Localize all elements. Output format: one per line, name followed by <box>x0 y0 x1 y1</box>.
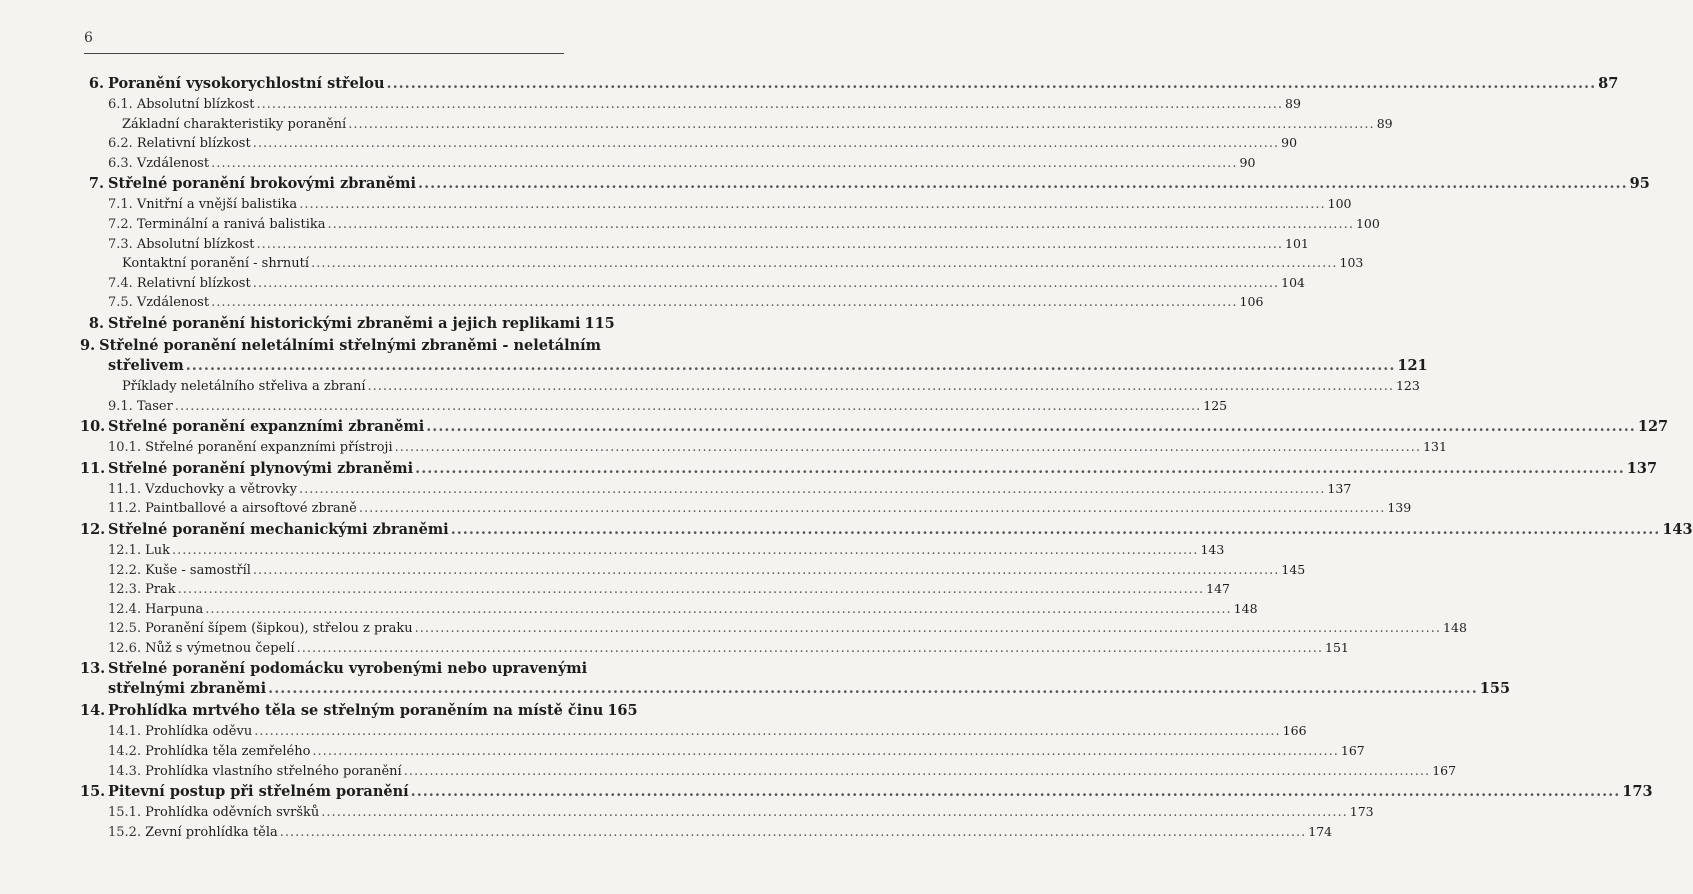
toc-leader-dots <box>254 722 1280 742</box>
toc-section-entry <box>80 396 1228 416</box>
toc-section-title: Luk <box>145 542 170 558</box>
toc-leader-dots <box>312 742 1338 762</box>
toc-leader-dots <box>253 134 1279 154</box>
toc-section-entry <box>80 153 1256 173</box>
toc-section-entry <box>80 618 1467 638</box>
toc-page-number: 166 <box>1282 723 1307 739</box>
toc-page-number: 106 <box>1239 294 1264 310</box>
toc-chapter-entry <box>80 174 1650 194</box>
toc-chapter-entry <box>80 417 1669 437</box>
toc-section-entry <box>80 94 1301 114</box>
toc-section-number: 15.1. <box>108 805 142 821</box>
toc-leader-dots <box>411 782 1621 802</box>
toc-section-title: Prohlídka oděvu <box>145 724 253 740</box>
toc-page-number: 155 <box>1479 680 1511 698</box>
toc-section-title: Taser <box>136 398 173 414</box>
toc-leader-dots <box>280 823 1306 843</box>
toc-chapter-title: Střelné poranění podomácku vyrobenými nebo upravenými <box>108 660 588 678</box>
toc-section-title: Nůž s výmetnou čepelí <box>145 640 295 656</box>
toc-leader-dots <box>205 600 1231 620</box>
toc-page-number: 89 <box>1285 96 1301 111</box>
toc-leader-dots <box>348 115 1374 135</box>
toc-page-number: 145 <box>1281 561 1306 577</box>
toc-section-entry <box>80 273 1306 293</box>
toc-chapter-entry <box>80 356 1428 376</box>
toc-page-number: 90 <box>1239 154 1256 170</box>
toc-chapter-number: 8. <box>88 314 104 332</box>
toc-chapter-title-line <box>80 659 588 679</box>
toc-chapter-entry <box>80 314 615 334</box>
toc-page-number: 125 <box>1203 397 1228 413</box>
toc-chapter-title: Pitevní postup při střelném poranění <box>108 783 409 801</box>
toc-leader-dots <box>268 679 1478 699</box>
toc-page-number: 95 <box>1629 175 1650 193</box>
toc-section-number: 12.4. <box>108 601 142 617</box>
toc-section-title: Vzdálenost <box>136 155 210 171</box>
toc-page-number: 115 <box>584 314 615 332</box>
toc-chapter-number: 11. <box>80 459 106 477</box>
toc-section-title: Harpuna <box>145 601 204 617</box>
toc-page-number: 101 <box>1285 235 1309 251</box>
toc-page-number: 104 <box>1281 274 1306 290</box>
toc-section-entry <box>80 214 1380 234</box>
toc-leader-dots <box>451 520 1661 540</box>
toc-leader-dots <box>186 356 1396 376</box>
toc-section-title: Kuše - samostříl <box>145 562 251 578</box>
toc-chapter-entry <box>80 459 1658 479</box>
toc-page-number: 103 <box>1339 255 1364 271</box>
toc-chapter-number: 9. <box>80 336 96 354</box>
toc-section-entry <box>80 437 1447 457</box>
toc-page-number: 123 <box>1395 377 1420 393</box>
toc-leader-dots <box>368 377 1394 397</box>
toc-leader-dots <box>426 417 1636 437</box>
toc-section-title: Relativní blízkost <box>136 136 251 152</box>
table-of-contents <box>80 72 1693 841</box>
toc-chapter-title-continued: střelnými zbraněmi <box>108 680 267 698</box>
toc-chapter-title-continued: střelivem <box>108 356 184 374</box>
toc-page-number: 173 <box>1622 783 1653 801</box>
toc-leader-dots <box>395 438 1421 458</box>
toc-chapter-title: Poranění vysokorychlostní střelou <box>108 75 385 92</box>
toc-section-entry <box>80 579 1230 599</box>
toc-section-title: Prohlídka oděvních svršků <box>145 805 320 821</box>
toc-section-number: 10.1. <box>108 440 142 456</box>
toc-leader-dots <box>327 215 1353 235</box>
toc-page-number: 151 <box>1325 639 1349 655</box>
toc-section-entry <box>80 133 1298 153</box>
toc-section-entry <box>80 498 1412 518</box>
toc-chapter-entry <box>80 701 638 721</box>
toc-section-entry <box>80 234 1309 254</box>
toc-chapter-title: Střelné poranění brokovými zbraněmi <box>108 175 417 193</box>
toc-leader-dots <box>321 803 1347 823</box>
toc-chapter-number: 7. <box>88 175 104 193</box>
toc-leader-dots <box>299 480 1325 500</box>
toc-page-number: 174 <box>1308 823 1333 839</box>
toc-section-title: Základní charakteristiky poranění <box>122 116 347 132</box>
toc-section-title: Paintballové a airsoftové zbraně <box>145 501 357 517</box>
toc-page-number: 148 <box>1443 620 1467 636</box>
toc-leader-dots <box>211 154 1237 174</box>
toc-page-number: 100 <box>1355 215 1380 231</box>
toc-section-number: 6.2. <box>108 136 133 152</box>
toc-leader-dots <box>297 639 1323 659</box>
toc-section-title: Zevní prohlídka těla <box>145 824 278 840</box>
toc-chapter-entry <box>80 679 1511 699</box>
toc-leader-dots <box>253 274 1279 294</box>
toc-section-number: 12.6. <box>108 640 142 656</box>
toc-chapter-number: 15. <box>80 783 106 801</box>
toc-leader-dots <box>311 254 1337 274</box>
toc-chapter-title: Střelné poranění historickými zbraněmi a jejich replikami <box>108 314 581 332</box>
toc-section-title: Vnitřní a vnější balistika <box>136 197 298 213</box>
toc-page-number: 165 <box>607 702 638 720</box>
toc-section-number: 15.2. <box>108 824 142 840</box>
toc-leader-dots <box>359 499 1385 519</box>
toc-chapter-number: 14. <box>80 702 106 720</box>
toc-section-number: 11.2. <box>108 501 142 517</box>
toc-leader-dots <box>253 561 1279 581</box>
toc-section-number: 6.3. <box>108 155 133 171</box>
toc-section-number: 7.3. <box>108 236 133 252</box>
toc-chapter-title: Střelné poranění plynovými zbraněmi <box>108 459 414 477</box>
toc-section-number: 12.3. <box>108 582 142 598</box>
toc-chapter-title: Střelné poranění neletálními střelnými zbraněmi - neletálním <box>99 336 601 354</box>
toc-section-entry <box>80 802 1374 822</box>
toc-section-number: 9.1. <box>108 398 133 414</box>
page-number: 6 <box>84 30 93 46</box>
toc-leader-dots <box>172 541 1198 561</box>
toc-section-number: 7.5. <box>108 295 133 311</box>
toc-section-title: Prohlídka vlastního střelného poranění <box>145 763 402 779</box>
toc-section-title: Kontaktní poranění - shrnutí <box>122 256 310 272</box>
toc-page-number: 127 <box>1637 418 1669 436</box>
toc-section-entry <box>80 194 1352 214</box>
toc-page-number: 143 <box>1662 520 1693 538</box>
toc-chapter-title-line <box>80 336 601 356</box>
toc-leader-dots <box>404 762 1430 782</box>
toc-page-number: 148 <box>1233 600 1258 616</box>
toc-chapter-title: Střelné poranění mechanickými zbraněmi <box>108 520 449 538</box>
toc-leader-dots <box>415 619 1441 639</box>
toc-page-number: 89 <box>1376 115 1393 131</box>
toc-section-entry <box>80 540 1225 560</box>
toc-section-title: Terminální a ranivá balistika <box>136 216 326 232</box>
toc-page-number: 173 <box>1349 804 1374 820</box>
toc-chapter-title: Prohlídka mrtvého těla se střelným poraněním na místě činu <box>108 702 604 720</box>
toc-chapter-number: 10. <box>80 418 106 436</box>
toc-page-number: 167 <box>1340 743 1365 759</box>
toc-section-number: 7.4. <box>108 275 133 291</box>
toc-section-title: Příklady neletálního střeliva a zbraní <box>122 378 366 394</box>
toc-section-entry <box>80 822 1333 842</box>
toc-page-number: 137 <box>1327 480 1352 496</box>
toc-page-number: 139 <box>1387 500 1412 516</box>
toc-section-title: Absolutní blízkost <box>136 236 255 252</box>
toc-chapter-title: Střelné poranění expanzními zbraněmi <box>108 418 425 436</box>
toc-section-title: Prak <box>145 582 176 598</box>
toc-leader-dots <box>387 74 1597 94</box>
toc-section-title: Vzdálenost <box>136 295 210 311</box>
toc-section-number: 7.1. <box>108 197 133 213</box>
toc-page-number: 87 <box>1598 75 1619 92</box>
toc-section-number: 14.1. <box>108 724 142 740</box>
toc-section-number: 12.2. <box>108 562 142 578</box>
toc-section-entry <box>80 114 1393 134</box>
toc-section-entry <box>80 560 1306 580</box>
toc-leader-dots <box>299 195 1325 215</box>
toc-leader-dots <box>178 580 1204 600</box>
toc-leader-dots <box>175 397 1201 417</box>
toc-leader-dots <box>415 459 1625 479</box>
toc-leader-dots <box>257 95 1283 115</box>
toc-page-number: 167 <box>1432 762 1457 778</box>
toc-section-entry <box>80 761 1457 781</box>
toc-chapter-number: 6. <box>88 75 104 92</box>
toc-section-number: 6.1. <box>108 97 133 112</box>
toc-section-title: Absolutní blízkost <box>136 97 255 112</box>
toc-section-number: 12.5. <box>108 621 142 637</box>
toc-section-entry <box>80 479 1352 499</box>
toc-page-number: 100 <box>1327 196 1352 212</box>
toc-section-number: 12.1. <box>108 542 142 558</box>
toc-chapter-number: 13. <box>80 660 106 678</box>
header-rule <box>84 53 564 54</box>
toc-section-number: 14.2. <box>108 744 142 760</box>
toc-section-number: 7.2. <box>108 216 133 232</box>
toc-chapter-entry <box>80 520 1693 540</box>
toc-section-number: 14.3. <box>108 763 142 779</box>
toc-section-title: Relativní blízkost <box>136 275 251 291</box>
toc-leader-dots <box>211 293 1237 313</box>
toc-chapter-number: 12. <box>80 520 106 538</box>
toc-page-number: 131 <box>1423 439 1447 455</box>
toc-section-title: Poranění šípem (šipkou), střelou z praku <box>145 621 413 637</box>
toc-section-entry <box>80 292 1264 312</box>
toc-section-title: Prohlídka těla zemřelého <box>145 744 311 760</box>
toc-page-number: 137 <box>1626 459 1658 477</box>
toc-section-entry <box>80 741 1365 761</box>
toc-leader-dots <box>257 235 1283 255</box>
toc-section-number: 11.1. <box>108 481 142 497</box>
toc-section-entry <box>80 253 1364 273</box>
toc-section-entry <box>80 599 1258 619</box>
toc-leader-dots <box>418 174 1628 194</box>
toc-chapter-entry <box>80 782 1653 802</box>
toc-section-entry <box>80 638 1349 658</box>
toc-section-title: Vzduchovky a větrovky <box>145 481 297 497</box>
toc-page-number: 121 <box>1397 356 1428 374</box>
toc-page-number: 90 <box>1281 135 1298 151</box>
toc-section-entry <box>80 376 1420 396</box>
toc-page-number: 147 <box>1206 581 1230 597</box>
toc-chapter-entry <box>80 74 1619 94</box>
toc-section-entry <box>80 721 1307 741</box>
toc-page-number: 143 <box>1200 541 1225 557</box>
toc-section-title: Střelné poranění expanzními přístroji <box>145 440 393 456</box>
